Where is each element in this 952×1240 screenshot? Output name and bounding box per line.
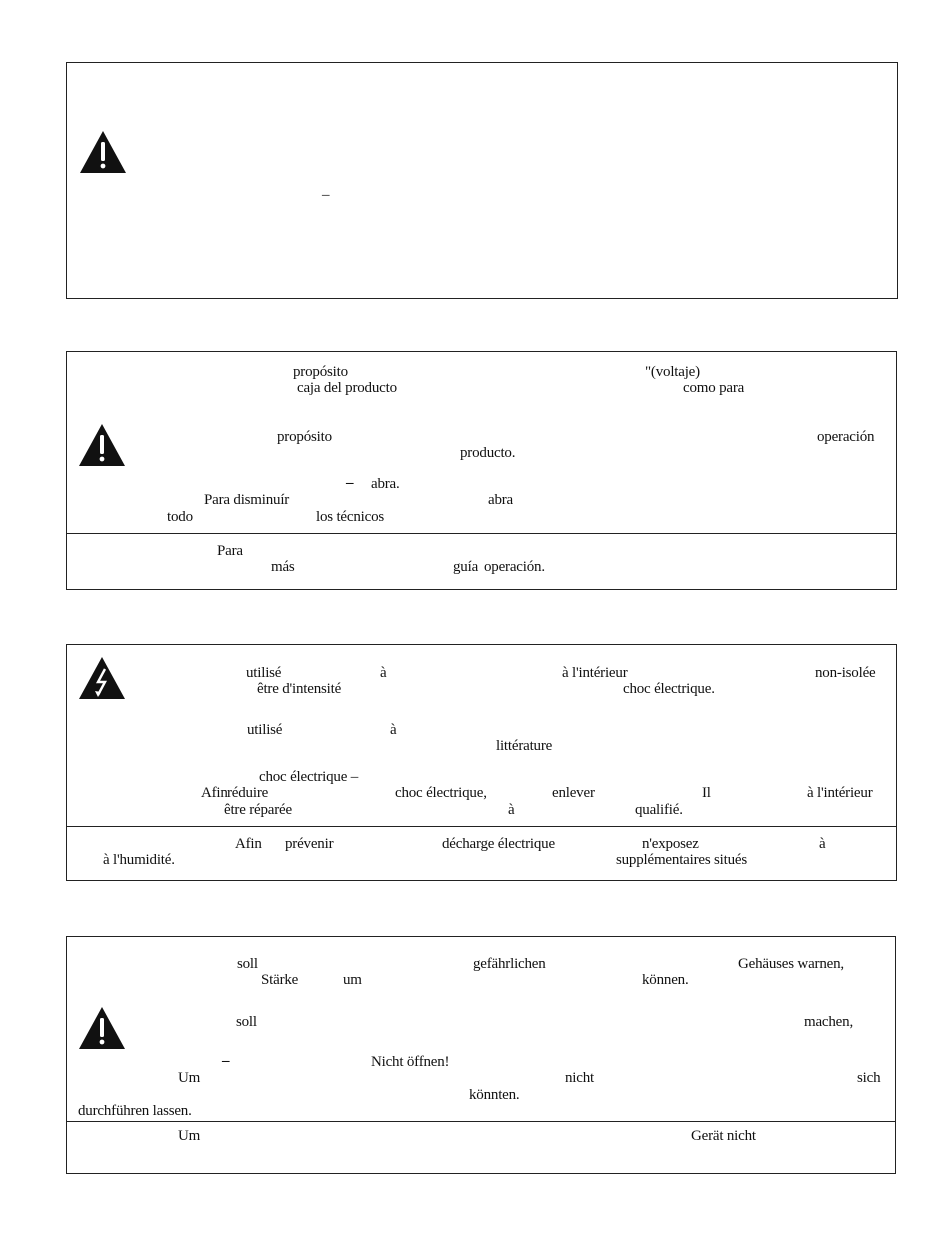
text-fragment: como para bbox=[683, 380, 745, 396]
text-fragment: soll bbox=[236, 1014, 257, 1030]
text-fragment: choc électrique – bbox=[259, 769, 359, 785]
warning-panel-french bbox=[66, 644, 897, 881]
panel-divider bbox=[67, 533, 896, 534]
text-fragment: abra bbox=[488, 492, 514, 508]
text-fragment: Um bbox=[178, 1128, 201, 1144]
text-fragment: Gerät nicht bbox=[691, 1128, 756, 1144]
text-fragment: décharge électrique bbox=[442, 836, 555, 852]
text-fragment: producto. bbox=[460, 445, 516, 461]
panel-divider bbox=[67, 1121, 895, 1122]
text-fragment: "(voltaje) bbox=[645, 364, 700, 380]
lightning-warning-icon bbox=[77, 655, 127, 701]
dash-mark: – bbox=[222, 1053, 230, 1069]
warning-exclamation-icon bbox=[78, 129, 128, 175]
text-fragment: um bbox=[343, 972, 362, 988]
warning-panel-german bbox=[66, 936, 896, 1174]
text-fragment: n'exposez bbox=[642, 836, 699, 852]
text-fragment: Um bbox=[178, 1070, 201, 1086]
text-fragment: être réparée bbox=[224, 802, 292, 818]
text-fragment: Stärke bbox=[261, 972, 299, 988]
warning-panel-1 bbox=[66, 62, 898, 299]
text-fragment: gefährlichen bbox=[473, 956, 546, 972]
text-fragment: Il bbox=[702, 785, 711, 801]
text-fragment: nicht bbox=[565, 1070, 594, 1086]
text-fragment: enlever bbox=[552, 785, 595, 801]
text-fragment: à bbox=[508, 802, 515, 818]
text-fragment: choc électrique, bbox=[395, 785, 487, 801]
text-fragment: à bbox=[380, 665, 387, 681]
text-fragment: durchführen lassen. bbox=[78, 1103, 192, 1119]
text-fragment: choc électrique. bbox=[623, 681, 715, 697]
text-fragment: Para disminuír bbox=[204, 492, 290, 508]
text-fragment: à bbox=[819, 836, 826, 852]
text-fragment: könnten. bbox=[469, 1087, 520, 1103]
text-fragment: soll bbox=[237, 956, 258, 972]
text-fragment: Nicht öffnen! bbox=[371, 1054, 450, 1070]
text-fragment: guía bbox=[453, 559, 479, 575]
text-fragment: operación. bbox=[484, 559, 545, 575]
text-fragment: propósito bbox=[293, 364, 348, 380]
text-fragment: supplémentaires situés bbox=[616, 852, 747, 868]
text-fragment: à l'humidité. bbox=[103, 852, 175, 868]
text-fragment: Para bbox=[217, 543, 243, 559]
text-fragment: à l'intérieur bbox=[562, 665, 628, 681]
warning-exclamation-icon bbox=[77, 1005, 127, 1051]
text-fragment: être d'intensité bbox=[257, 681, 342, 697]
text-fragment: Afin bbox=[201, 785, 228, 801]
text-fragment: à l'intérieur bbox=[807, 785, 873, 801]
text-fragment: réduire bbox=[227, 785, 269, 801]
text-fragment: propósito bbox=[277, 429, 332, 445]
dash-mark: – bbox=[322, 187, 330, 203]
text-fragment: Gehäuses warnen, bbox=[738, 956, 844, 972]
text-fragment: können. bbox=[642, 972, 689, 988]
text-fragment: todo bbox=[167, 509, 193, 525]
text-fragment: Afin bbox=[235, 836, 262, 852]
text-fragment: utilisé bbox=[247, 722, 283, 738]
text-fragment: prévenir bbox=[285, 836, 334, 852]
text-fragment: non-isolée bbox=[815, 665, 876, 681]
warning-exclamation-icon bbox=[77, 422, 127, 468]
text-fragment: à bbox=[390, 722, 397, 738]
warning-panel-spanish bbox=[66, 351, 897, 590]
text-fragment: abra. bbox=[371, 476, 400, 492]
text-fragment: sich bbox=[857, 1070, 881, 1086]
text-fragment: littérature bbox=[496, 738, 553, 754]
panel-divider bbox=[67, 826, 896, 827]
text-fragment: machen, bbox=[804, 1014, 853, 1030]
text-fragment: qualifié. bbox=[635, 802, 683, 818]
text-fragment: caja del producto bbox=[297, 380, 397, 396]
text-fragment: utilisé bbox=[246, 665, 282, 681]
text-fragment: los técnicos bbox=[316, 509, 385, 525]
dash-mark: – bbox=[346, 475, 354, 491]
text-fragment: operación bbox=[817, 429, 875, 445]
text-fragment: más bbox=[271, 559, 295, 575]
